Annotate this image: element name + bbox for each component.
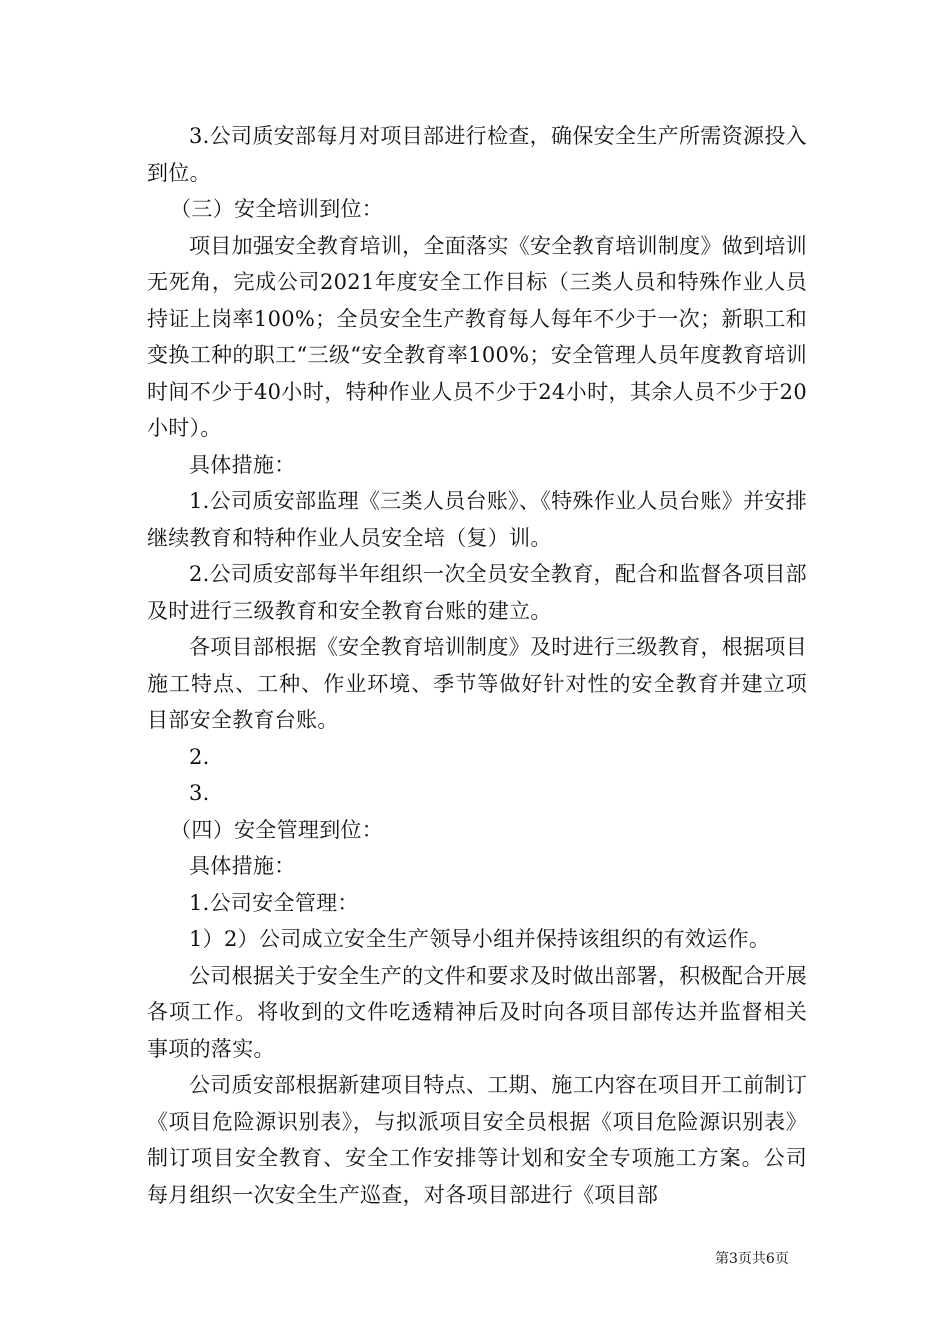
page-number: 第3页共6页 xyxy=(715,1251,789,1267)
paragraph: 3.公司质安部每月对项目部进行检查，确保安全生产所需资源投入到位。 xyxy=(147,124,807,185)
paragraph: 2. xyxy=(189,744,210,769)
section-heading: （三）安全培训到位： xyxy=(170,197,384,221)
paragraph: 项目加强安全教育培训，全面落实《安全教育培训制度》做到培训无死角，完成公司2021年度安全工作目标（三类人员和特殊作业人员持证上岗率100%；全员安全生产教育每人每年不少于一次；新职工和变换工种的职工“三级“安全教育率100%；安全管理人员年度教育培训时间不少于40小时，特种作业人员不少于24小时，其余人员不少于20小时）。 xyxy=(147,233,807,440)
paragraph: 具体措施： xyxy=(189,854,296,878)
paragraph: 具体措施： xyxy=(189,452,296,477)
paragraph: 2.公司质安部每半年组织一次全员安全教育，配合和监督各项目部及时进行三级教育和安全教育台账的建立。 xyxy=(147,562,807,623)
paragraph: 1.公司安全管理： xyxy=(189,890,359,915)
paragraph: 1.公司质安部监理《三类人员台账》、《特殊作业人员台账》并安排继续教育和特种作业人员安全培（复）训。 xyxy=(147,489,807,550)
paragraph: 公司根据关于安全生产的文件和要求及时做出部署，积极配合开展各项工作。将收到的文件吃透精神后及时向各项目部传达并监督相关事项的落实。 xyxy=(147,963,807,1061)
paragraph: 各项目部根据《安全教育培训制度》及时进行三级教育，根据项目施工特点、工种、作业环境、季节等做好针对性的安全教育并建立项目部安全教育台账。 xyxy=(147,635,807,732)
document-body xyxy=(147,118,807,1213)
paragraph: 公司质安部根据新建项目特点、工期、施工内容在项目开工前制订《项目危险源识别表》，与拟派项目安全员根据《项目危险源识别表》制订项目安全教育、安全工作安排等计划和安全专项施工方案。公司每月组织一次安全生产巡查，对各项目部进行《项目部 xyxy=(147,1073,807,1207)
paragraph: 3. xyxy=(189,781,210,805)
paragraph: 1）2）公司成立安全生产领导小组并保持该组织的有效运作。 xyxy=(189,927,771,951)
section-heading: （四）安全管理到位： xyxy=(170,817,384,842)
